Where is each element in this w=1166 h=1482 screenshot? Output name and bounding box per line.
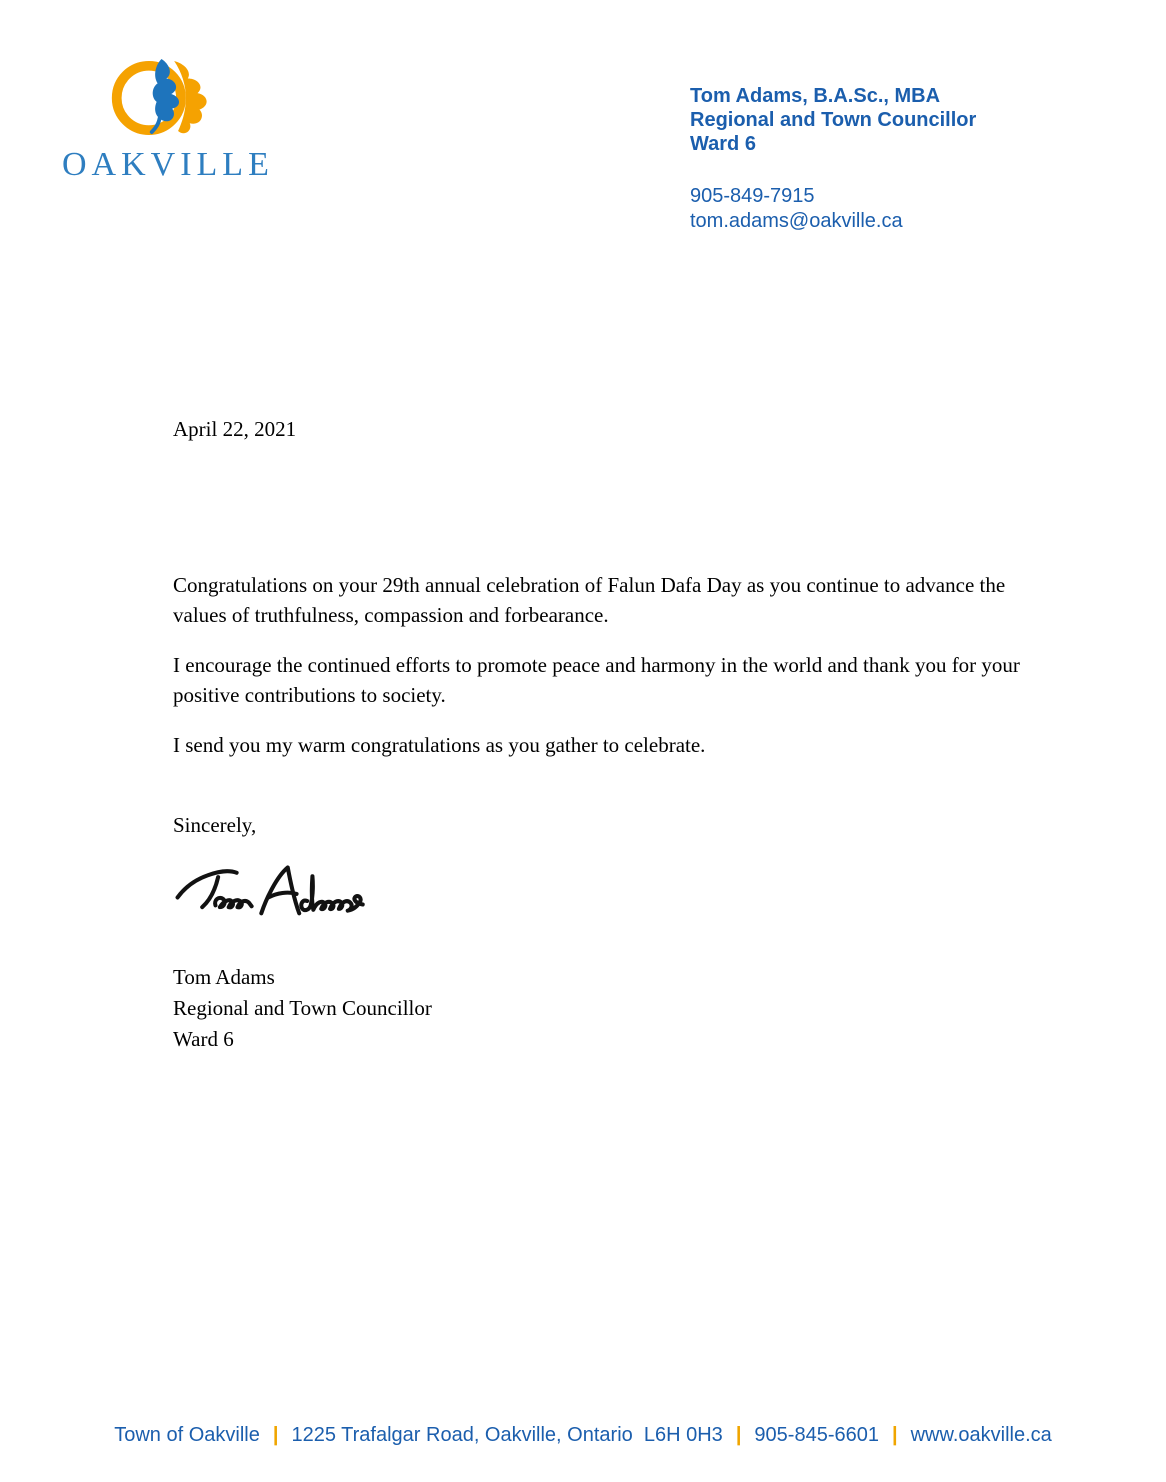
contact-name: Tom Adams, B.A.Sc., MBA [690, 85, 941, 107]
letter-paragraph: I encourage the continued efforts to promote peace and harmony in the world and thank you for your positive contributions to society. [173, 653, 1020, 707]
letter-body [173, 414, 1025, 1055]
letter-closing: Sincerely, [173, 813, 257, 837]
footer-phone: 905-845-6601 [754, 1424, 879, 1446]
signature-tom-adams [173, 856, 1025, 923]
footer-address: 1225 Trafalgar Road, Oakville, Ontario L6H 0H3 [291, 1424, 723, 1446]
oakville-wordmark: OAKVILLE [62, 146, 274, 183]
letter-paragraph: I send you my warm congratulations as you gather to celebrate. [173, 733, 706, 757]
letter-paragraph: Congratulations on your 29th annual celebration of Falun Dafa Day as you continue to advance the values of truthfulness, compassion and forbearance. [173, 573, 1006, 627]
footer-separator: | [735, 1424, 742, 1446]
footer-town-name: Town of Oakville [114, 1424, 260, 1446]
signer-name: Tom Adams [173, 965, 275, 989]
signer-title: Regional and Town Councillor [173, 996, 432, 1020]
oakville-logo-icon [106, 46, 218, 146]
footer-separator: | [891, 1424, 898, 1446]
letter-date: April 22, 2021 [173, 417, 297, 441]
signoff-block [173, 962, 1025, 1055]
contact-title: Regional and Town Councillor [690, 109, 977, 131]
footer-separator: | [272, 1424, 279, 1446]
contact-email-link[interactable]: tom.adams@oakville.ca [690, 210, 903, 232]
footer-website-link[interactable]: www.oakville.ca [910, 1424, 1052, 1446]
contact-block [690, 84, 976, 234]
contact-ward: Ward 6 [690, 133, 756, 155]
contact-phone: 905-849-7915 [690, 185, 815, 207]
footer [0, 1420, 1166, 1450]
contact-spacer [690, 156, 976, 184]
signer-ward: Ward 6 [173, 1027, 234, 1051]
